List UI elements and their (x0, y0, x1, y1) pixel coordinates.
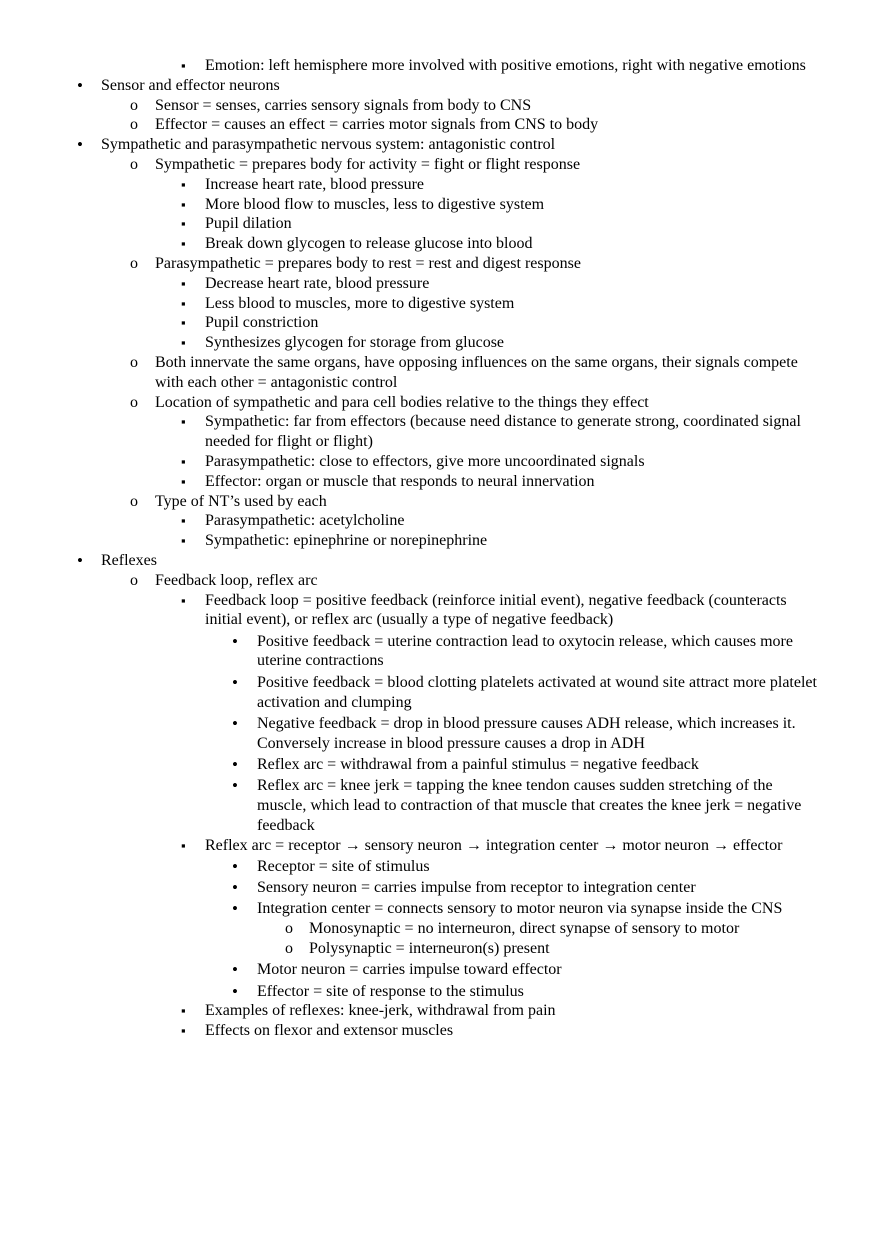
bullet-square-icon: ▪ (181, 275, 186, 291)
bullet-disc-icon: • (77, 550, 83, 570)
bullet-square-icon: ▪ (181, 453, 186, 469)
outline-item-level-1 (0, 135, 880, 155)
bullet-circle-icon: o (130, 393, 138, 411)
outline-item-text: Decrease heart rate, blood pressure (205, 274, 430, 292)
outline-item-text: Sensor = senses, carries sensory signals from body to CNS (155, 96, 532, 114)
outline-item-text: Positive feedback = uterine contraction lead to oxytocin release, which causes more uterine contractions (257, 632, 793, 670)
outline-item-text: Break down glycogen to release glucose into blood (205, 235, 533, 253)
outline-item-level-3 (0, 836, 880, 856)
outline-item-level-3 (0, 591, 880, 631)
outline-item-level-3 (0, 294, 880, 314)
outline-item-text: Receptor = site of stimulus (257, 857, 430, 875)
bullet-square-icon: ▪ (181, 335, 186, 351)
bullet-disc-icon: • (232, 754, 238, 774)
outline-item-level-3 (0, 195, 880, 215)
outline-item-text: Reflex arc = withdrawal from a painful stimulus = negative feedback (257, 755, 699, 773)
outline-item-level-4 (0, 632, 880, 672)
outline-item-level-2 (0, 492, 880, 512)
outline-item-text: Effects on flexor and extensor muscles (205, 1022, 454, 1040)
outline-item-level-5 (0, 919, 880, 939)
outline-item-text: Sympathetic = prepares body for activity = fight or flight response (155, 155, 581, 173)
outline-item-text: Pupil constriction (205, 314, 319, 332)
bullet-square-icon: ▪ (181, 295, 186, 311)
outline-item-level-3 (0, 1021, 880, 1041)
bullet-circle-icon: o (130, 155, 138, 173)
outline-item-text: Negative feedback = drop in blood pressure causes ADH release, which increases it. Conversely increase in blood pressure causes a drop in ADH (257, 714, 796, 752)
outline-item-text: Feedback loop = positive feedback (reinforce initial event), negative feedback (counteracts initial event), or reflex arc (usually a type of negative feedback) (205, 591, 787, 629)
outline-item-level-2 (0, 155, 880, 175)
outline-item-level-4 (0, 982, 880, 1002)
bullet-square-icon: ▪ (181, 513, 186, 529)
outline-item-level-4 (0, 960, 880, 980)
bullet-disc-icon: • (232, 631, 238, 651)
bullet-disc-icon: • (232, 776, 238, 796)
bullet-square-icon: ▪ (181, 315, 186, 331)
bullet-circle-icon: o (130, 353, 138, 371)
outline-item-level-3 (0, 234, 880, 254)
outline-item-text: Integration center = connects sensory to motor neuron via synapse inside the CNS (257, 900, 783, 918)
bullet-square-icon: ▪ (181, 1003, 186, 1019)
outline-item-text: Sympathetic and parasympathetic nervous system: antagonistic control (101, 136, 556, 154)
bullet-circle-icon: o (130, 116, 138, 134)
outline-item-text: Reflex arc = knee jerk = tapping the knee tendon causes sudden stretching of the muscle, which lead to contraction of that muscle that creates the knee jerk = negative feedback (257, 777, 802, 834)
outline-item-level-3 (0, 531, 880, 551)
outline-document (0, 56, 880, 1041)
bullet-circle-icon: o (130, 254, 138, 272)
outline-item-level-4 (0, 878, 880, 898)
bullet-square-icon: ▪ (181, 592, 186, 608)
bullet-disc-icon: • (77, 75, 83, 95)
outline-item-level-2 (0, 353, 880, 393)
outline-item-level-3 (0, 333, 880, 353)
outline-item-level-1 (0, 551, 880, 571)
bullet-circle-icon: o (285, 920, 293, 938)
bullet-square-icon: ▪ (181, 58, 186, 73)
outline-item-text: Effector = site of response to the stimulus (257, 982, 524, 1000)
outline-item-level-3 (0, 56, 880, 76)
outline-item-text: Both innervate the same organs, have opposing influences on the same organs, their signals compete with each other = antagonistic control (155, 353, 798, 391)
outline-item-text: Parasympathetic: acetylcholine (205, 512, 405, 530)
bullet-circle-icon: o (285, 940, 293, 958)
outline-item-level-2 (0, 393, 880, 413)
outline-item-level-4 (0, 857, 880, 877)
bullet-disc-icon: • (232, 960, 238, 980)
outline-item-text: Sensor and effector neurons (101, 76, 280, 94)
outline-item-text: Effector = causes an effect = carries motor signals from CNS to body (155, 116, 599, 134)
outline-item-level-3 (0, 452, 880, 472)
bullet-disc-icon: • (232, 856, 238, 876)
outline-item-level-3 (0, 472, 880, 492)
bullet-square-icon: ▪ (181, 1023, 186, 1039)
outline-item-text: Positive feedback = blood clotting platelets activated at wound site attract more platelet activation and clumping (257, 673, 817, 711)
outline-item-level-5 (0, 939, 880, 959)
outline-item-text: Reflexes (101, 551, 157, 569)
outline-item-text: Reflex arc = receptor → sensory neuron → integration center → motor neuron → effector (205, 836, 783, 854)
bullet-square-icon: ▪ (181, 236, 186, 252)
outline-item-level-4 (0, 755, 880, 775)
bullet-square-icon: ▪ (181, 216, 186, 232)
bullet-square-icon: ▪ (181, 196, 186, 212)
outline-item-text: Examples of reflexes: knee-jerk, withdrawal from pain (205, 1002, 556, 1020)
outline-item-text: Sensory neuron = carries impulse from receptor to integration center (257, 879, 696, 897)
outline-item-text: Sympathetic: epinephrine or norepinephrine (205, 532, 488, 550)
outline-item-level-2 (0, 96, 880, 116)
outline-item-level-3 (0, 412, 880, 452)
outline-item-level-1 (0, 76, 880, 96)
bullet-square-icon: ▪ (181, 473, 186, 489)
bullet-square-icon: ▪ (181, 533, 186, 549)
outline-item-text: Sympathetic: far from effectors (because need distance to generate strong, coordinated signal needed for flight or flight) (205, 413, 801, 451)
outline-item-level-2 (0, 115, 880, 135)
bullet-disc-icon: • (232, 878, 238, 898)
outline-item-text: Synthesizes glycogen for storage from glucose (205, 334, 505, 352)
outline-item-text: Parasympathetic: close to effectors, give more uncoordinated signals (205, 452, 645, 470)
outline-item-text: Location of sympathetic and para cell bodies relative to the things they effect (155, 393, 649, 411)
bullet-square-icon: ▪ (181, 414, 186, 430)
bullet-disc-icon: • (232, 713, 238, 733)
outline-item-text: Effector: organ or muscle that responds to neural innervation (205, 472, 595, 490)
bullet-disc-icon: • (232, 899, 238, 919)
outline-item-level-4 (0, 899, 880, 919)
bullet-disc-icon: • (77, 135, 83, 155)
outline-item-level-2 (0, 254, 880, 274)
outline-item-level-3 (0, 214, 880, 234)
outline-item-level-3 (0, 313, 880, 333)
bullet-disc-icon: • (232, 672, 238, 692)
outline-item-text: Emotion: left hemisphere more involved with positive emotions, right with negative emotions (205, 57, 806, 74)
outline-item-text: Pupil dilation (205, 215, 292, 233)
outline-item-level-3 (0, 274, 880, 294)
outline-item-text: Type of NT’s used by each (155, 492, 327, 510)
outline-item-level-3 (0, 1001, 880, 1021)
outline-item-text: More blood flow to muscles, less to digestive system (205, 195, 545, 213)
outline-item-text: Motor neuron = carries impulse toward effector (257, 961, 562, 979)
outline-item-text: Parasympathetic = prepares body to rest = rest and digest response (155, 254, 581, 272)
bullet-disc-icon: • (232, 981, 238, 1001)
bullet-circle-icon: o (130, 492, 138, 510)
outline-item-text: Monosynaptic = no interneuron, direct synapse of sensory to motor (309, 920, 740, 938)
outline-item-level-4 (0, 714, 880, 754)
outline-item-level-3 (0, 175, 880, 195)
bullet-circle-icon: o (130, 96, 138, 114)
outline-item-text: Less blood to muscles, more to digestive system (205, 294, 515, 312)
outline-item-level-2 (0, 571, 880, 591)
outline-item-level-3 (0, 511, 880, 531)
outline-item-text: Increase heart rate, blood pressure (205, 175, 424, 193)
bullet-square-icon: ▪ (181, 837, 186, 853)
outline-item-text: Feedback loop, reflex arc (155, 571, 318, 589)
outline-item-level-4 (0, 673, 880, 713)
outline-item-level-4 (0, 776, 880, 835)
outline-item-text: Polysynaptic = interneuron(s) present (309, 940, 550, 958)
bullet-square-icon: ▪ (181, 176, 186, 192)
bullet-circle-icon: o (130, 571, 138, 589)
